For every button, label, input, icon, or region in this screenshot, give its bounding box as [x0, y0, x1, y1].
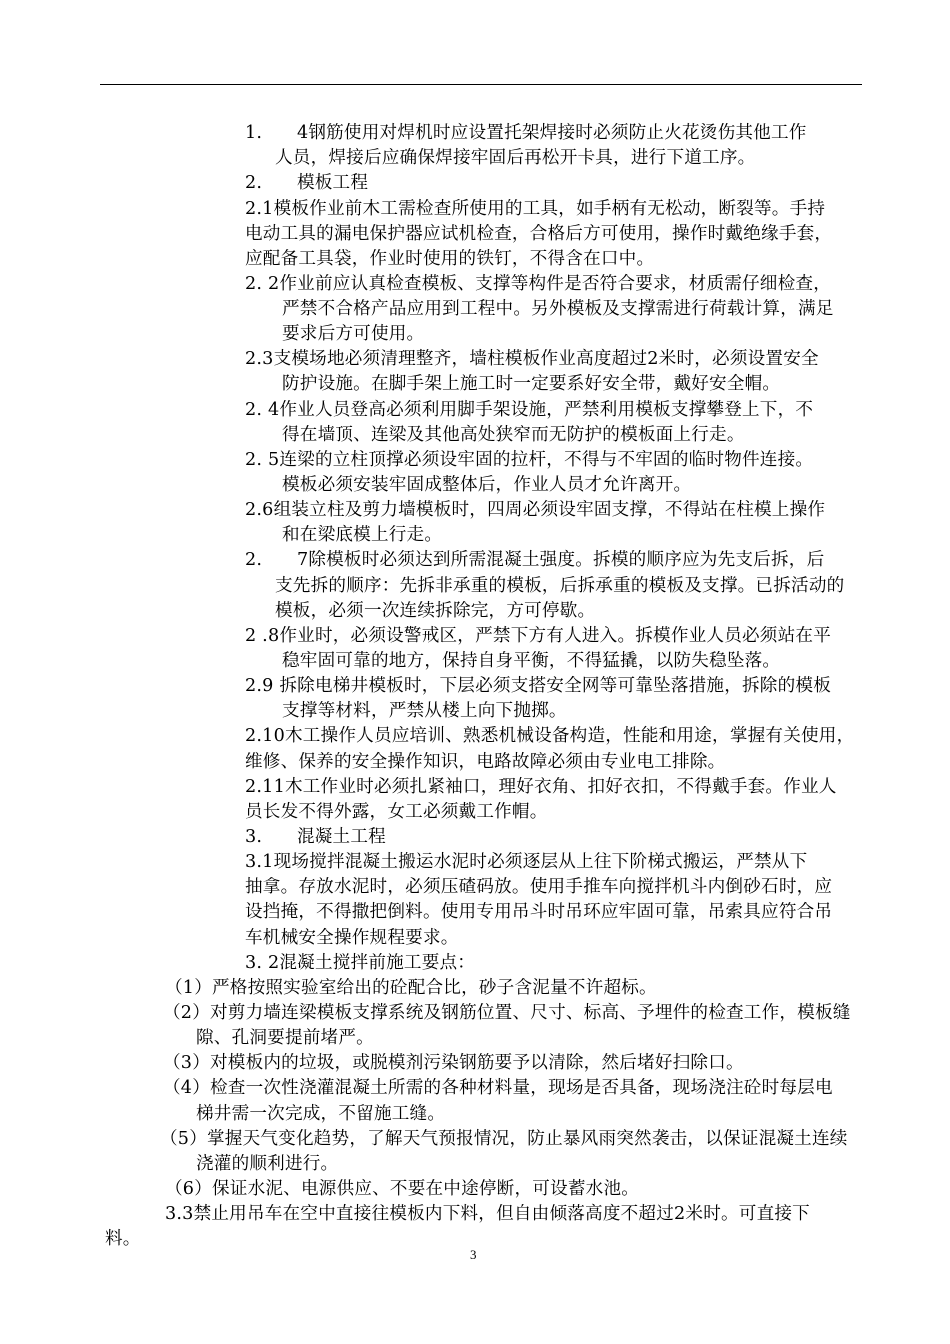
text-line: 2. 5连梁的立柱顶撑必须设牢固的拉杆，不得与不牢固的临时物件连接。 — [245, 450, 814, 470]
text-line: 车机械安全操作规程要求。 — [245, 928, 459, 948]
list-item: （3）对模板内的垃圾，或脱模剂污染钢筋要予以清除，然后堵好扫除口。 — [163, 1053, 744, 1073]
text-line: 3. 2混凝土搅拌前施工要点： — [245, 953, 476, 973]
list-item: （5）掌握天气变化趋势，了解天气预报情况，防止暴风雨突然袭击，以保证混凝土连续 — [160, 1129, 848, 1149]
list-item: （2）对剪力墙连梁模板支撑系统及钢筋位置、尺寸、标高、予埋件的检查工作，模板缝 — [163, 1003, 851, 1023]
header-rule — [100, 84, 862, 85]
text-line: 支撑等材料，严禁从楼上向下抛掷。 — [282, 701, 567, 721]
text-line: 人员，焊接后应确保焊接牢固后再松开卡具，进行下道工序。 — [275, 148, 756, 168]
text-line: 2.10木工操作人员应培训、熟悉机械设备构造，性能和用途，掌握有关使用， — [245, 726, 855, 746]
list-item: （4）检查一次性浇灌混凝土所需的各种材料量，现场是否具备，现场浇注砼时每层电 — [163, 1078, 833, 1098]
text-line: 严禁不合格产品应用到工程中。另外模板及支撑需进行荷载计算，满足 — [282, 299, 834, 319]
section-heading: 3. 混凝土工程 — [245, 827, 386, 847]
text-line: 2. 7除模板时必须达到所需混凝土强度。拆模的顺序应为先支后拆，后 — [245, 550, 825, 570]
text-line: 抽拿。存放水泥时，必须压碴码放。使用手推车向搅拌机斗内倒砂石时，应 — [245, 877, 833, 897]
text-line: 员长发不得外露，女工必须戴工作帽。 — [245, 802, 548, 822]
text-line: 料。 — [105, 1229, 141, 1249]
text-line: 2 .8作业时，必须设警戒区，严禁下方有人进入。拆模作业人员必须站在平 — [245, 626, 831, 646]
text-line: 支先拆的顺序：先拆非承重的模板，后拆承重的模板及支撑。已拆活动的 — [275, 576, 845, 596]
text-line: 2.11木工作业时必须扎紧袖口，理好衣角、扣好衣扣，不得戴手套。作业人 — [245, 777, 837, 797]
text-line: 稳牢固可靠的地方，保持自身平衡，不得猛撬，以防失稳坠落。 — [282, 651, 781, 671]
text-line: 2.3支模场地必须清理整齐，墙柱模板作业高度超过2米时，必须设置安全 — [245, 349, 819, 369]
text-line: 2.9 拆除电梯井模板时，下层必须支搭安全网等可靠坠落措施，拆除的模板 — [245, 676, 831, 696]
text-line: 维修、保养的安全操作知识，电路故障必须由专业电工排除。 — [245, 752, 726, 772]
text-line: 2. 4作业人员登高必须利用脚手架设施，严禁利用模板支撑攀登上下，不 — [245, 400, 814, 420]
page-number: 3 — [470, 1247, 477, 1262]
text-line: 3.3禁止用吊车在空中直接往模板内下料，但自由倾落高度不超过2米时。可直接下 — [165, 1204, 810, 1224]
text-line: 应配备工具袋，作业时使用的铁钉，不得含在口中。 — [245, 249, 655, 269]
text-line: 2.6组装立柱及剪力墙模板时，四周必须设牢固支撑，不得站在柱模上操作 — [245, 500, 826, 520]
text-line: 防护设施。在脚手架上施工时一定要系好安全带，戴好安全帽。 — [282, 374, 781, 394]
text-line: 2. 2作业前应认真检查模板、支撑等构件是否符合要求，材质需仔细检查， — [245, 274, 831, 294]
list-item-continuation: 浇灌的顺利进行。 — [196, 1154, 339, 1174]
text-line: 2.1模板作业前木工需检查所使用的工具，如手柄有无松动，断裂等。手持 — [245, 199, 826, 219]
list-item: （1）严格按照实验室给出的砼配合比，砂子含泥量不许超标。 — [165, 978, 657, 998]
section-heading: 2. 模板工程 — [245, 173, 369, 193]
text-line: 3.1现场搅拌混凝土搬运水泥时必须逐层从上往下阶梯式搬运，严禁从下 — [245, 852, 808, 872]
text-line: 和在梁底模上行走。 — [282, 525, 443, 545]
text-line: 1. 4钢筋使用对焊机时应设置托架焊接时必须防止火花烫伤其他工作 — [245, 123, 807, 143]
list-item: （6）保证水泥、电源供应、不要在中途停断，可设蓄水池。 — [165, 1179, 640, 1199]
text-line: 设挡掩，不得撒把倒料。使用专用吊斗时吊环应牢固可靠，吊索具应符合吊 — [245, 902, 833, 922]
text-line: 模板，必须一次连续拆除完，方可停歇。 — [275, 601, 596, 621]
text-line: 模板必须安装牢固成整体后，作业人员才允许离开。 — [282, 475, 692, 495]
list-item-continuation: 梯井需一次完成，不留施工缝。 — [196, 1104, 446, 1124]
text-line: 要求后方可使用。 — [282, 324, 425, 344]
list-item-continuation: 隙、孔洞要提前堵严。 — [196, 1028, 374, 1048]
text-line: 得在墙顶、连梁及其他高处狭窄而无防护的模板面上行走。 — [282, 425, 745, 445]
text-line: 电动工具的漏电保护器应试机检查，合格后方可使用，操作时戴绝缘手套， — [245, 224, 833, 244]
